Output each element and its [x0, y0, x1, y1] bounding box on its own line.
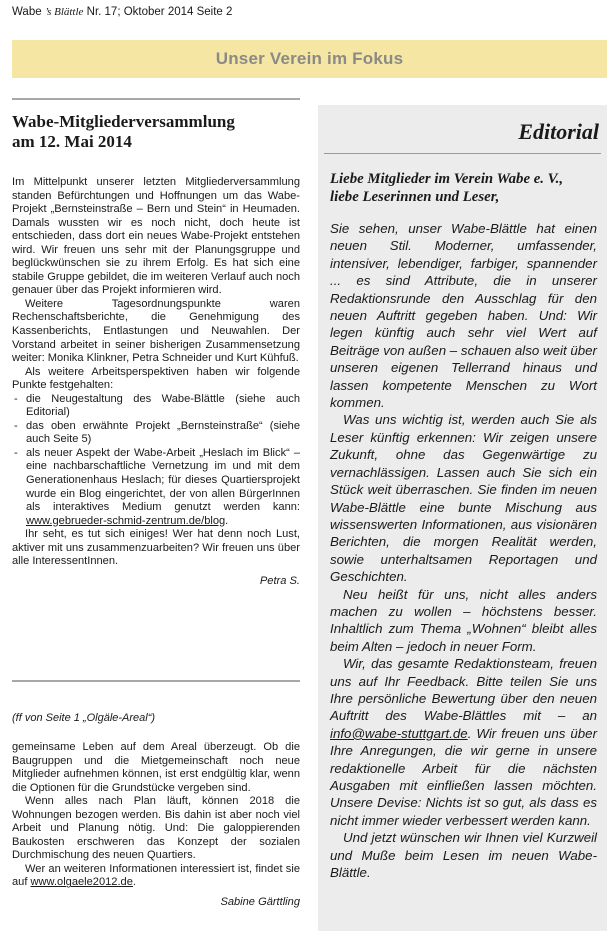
greeting-line-1: Liebe Mitglieder im Verein Wabe e. V.,: [330, 171, 564, 187]
list-item-text: das oben erwähnte Projekt „Bernsteinstraße“ (siehe auch Seite 5): [26, 419, 300, 446]
editorial-paragraph: Was uns wichtig ist, werden auch Sie als Leser künftig erkennen: Wir zeigen unsere Zukunft, ohne das Gegenwärtige zu vernachlässigen. Lassen auch Sie sich ein Stück weit überraschen. Sie finden im neuen Wabe-Blättle eine bunte Mischung aus wissenswerten Informationen, aus visionären Berichten, die morgen Realität werden, sowie unterhaltsamen Reportagen und Geschichten.: [330, 412, 597, 585]
list-item: [12, 447, 300, 528]
running-head: [12, 6, 232, 18]
olgaele-link[interactable]: www.olgaele2012.de: [30, 876, 133, 889]
list-item: [12, 420, 300, 447]
issue-info: Nr. 17; Oktober 2014 Seite 2: [86, 6, 233, 18]
editorial-greeting: [330, 170, 597, 206]
continuation-reference: (ff von Seite 1 „Olgäle-Areal“): [12, 712, 156, 724]
continuation-paragraph: [12, 863, 300, 890]
brand-name: Wabe: [12, 6, 42, 18]
email-link[interactable]: info@wabe-stuttgart.de: [330, 725, 468, 741]
article-paragraph: Weitere Tagesordnungspunkte waren Rechenschaftsberichte, die Genehmigung des Kassenberichts, Entlastungen und Neuwahlen. Der Vorstand arbeitet in seiner bisherigen Zusammensetzung weiter: Monika Klinkner, Petra Schneider und Kurt Kühfuß.: [12, 297, 300, 365]
continuation-paragraph: Wenn alles nach Plan läuft, können 2018 die Wohnungen bezogen werden. Bis dahin ist aber noch viel Arbeit und Planung nötig. Und: Die galoppierenden Baukosten erschweren das Konzept der sozialen Durchmischung des neuen Quartiers.: [12, 795, 300, 862]
list-dash: -: [14, 392, 18, 405]
editorial-divider: [324, 153, 601, 154]
editorial-heading: Editorial: [518, 119, 599, 144]
list-item: [12, 393, 300, 420]
editorial-paragraph: [330, 655, 597, 829]
blog-link[interactable]: www.gebrueder-schmid-zentrum.de/blog: [26, 514, 226, 527]
article-title: [12, 112, 302, 152]
list-dash: -: [14, 446, 18, 459]
article-title-line-1: Wabe-Mitgliederversammlung: [12, 112, 235, 131]
mid-divider: [12, 680, 300, 682]
article-paragraph: Im Mittelpunkt unserer letzten Mitgliederversammlung standen Befürchtungen und Hoffnungen um das Wabe-Projekt „Bernsteinstraße – Bern und Stein“ in Heumaden. Damals wussten wir es noch nicht, doch heute ist entschieden, dass dort ein neues Wabe-Projekt entstehen wird. Wir freuen uns sehr mit der Planungsgruppe und beglückwünschen sie zu ihrem Erfolg. Es hat sich eine stabile Gruppe gebildet, die im weiteren Verlauf auch noch genauer über das Projekt informieren wird.: [12, 176, 300, 297]
editorial-box: [318, 105, 607, 931]
continuation-end: .: [132, 876, 136, 889]
continuation-body: [12, 741, 300, 910]
editorial-paragraph: Und jetzt wünschen wir Ihnen viel Kurzweil und Muße beim Lesen im neuen Wabe-Blättle.: [330, 830, 597, 881]
brand-name-suffix: ’s Blättle: [44, 6, 84, 18]
continuation-signature: Sabine Gärttling: [220, 896, 300, 909]
editorial-text: Wir, das gesamte Redaktionsteam, freuen uns auf Ihr Feedback. Bitte teilen Sie uns Ihre persönliche Bewertung über den neuen Auftritt des Wabe-Blättles mit – an: [330, 656, 597, 724]
list-item-text: als neuer Aspekt der Wabe-Arbeit „Heslach im Blick“ – eine nachbarschaftliche Vernetzung im und mit dem Generationenhaus Heslach; für dieses Quartiersprojekt wurde ein Blog eingerichtet, der von allen BürgerInnen als interaktives Medium genutzt werden kann:: [26, 446, 300, 514]
continuation-text: Wer an weiteren Informationen interessiert ist, findet sie auf: [12, 862, 300, 889]
article-body: [12, 176, 300, 588]
top-divider: [12, 98, 300, 100]
editorial-paragraph: Sie sehen, unser Wabe-Blättle hat einen neuen Stil. Moderner, umfassender, intensiver, lebendiger, farbiger, spannender ... es sind Attribute, die in unserer Redaktionsrunde den Ausschlag für den neuen Auftritt gegeben haben. Und: Wir legen künftig auch sehr viel Wert auf Beiträge von außen – schauen also weit über unseren eigenen Tellerrand hinaus und lassen kompetente Menschen zu Wort kommen.: [330, 221, 597, 411]
editorial-text-end: . Wir freuen uns über Ihre Anregungen, die wir gerne in unsere redaktionelle Arbeit für die nächsten Ausgaben mit einfließen lassen möchten. Unsere Devise: Nichts ist so gut, als dass es nicht immer wieder verbessert werden kann.: [330, 725, 597, 828]
continuation-paragraph: gemeinsame Leben auf dem Areal überzeugt. Ob die Baugruppen und die Mietgemeinschaft noch neue Mitglieder aufnehmen können, ist erst endgültig klar, wenn die Optionen für die Grundstücke vergeben sind.: [12, 741, 300, 794]
editorial-paragraph: Neu heißt für uns, nicht alles anders machen zu wollen – höchstens besser. Inhaltlich zum Thema „Wohnen“ bleibt alles beim Alten – jedoch in neuer Form.: [330, 586, 597, 654]
article-paragraph: Als weitere Arbeitsperspektiven haben wir folgende Punkte festgehalten:: [12, 365, 300, 392]
list-item-end: .: [225, 514, 229, 527]
list-item-text: die Neugestaltung des Wabe-Blättle (siehe auch Editorial): [26, 392, 300, 419]
greeting-line-2: liebe Leserinnen und Leser,: [330, 189, 500, 205]
list-dash: -: [14, 419, 18, 432]
article-column: [12, 98, 300, 588]
article-title-line-2: am 12. Mai 2014: [12, 132, 132, 151]
article-paragraph: Ihr seht, es tut sich einiges! Wer hat denn noch Lust, aktiver mit uns zusammenzuarbeiten? Wir freuen uns über alle InteressentInnen.: [12, 528, 300, 568]
article-signature: Petra S.: [259, 574, 300, 587]
section-title: Unser Verein im Fokus: [215, 49, 404, 68]
perspectives-list: [12, 393, 300, 528]
section-banner: [12, 40, 607, 78]
editorial-body: [330, 220, 597, 881]
